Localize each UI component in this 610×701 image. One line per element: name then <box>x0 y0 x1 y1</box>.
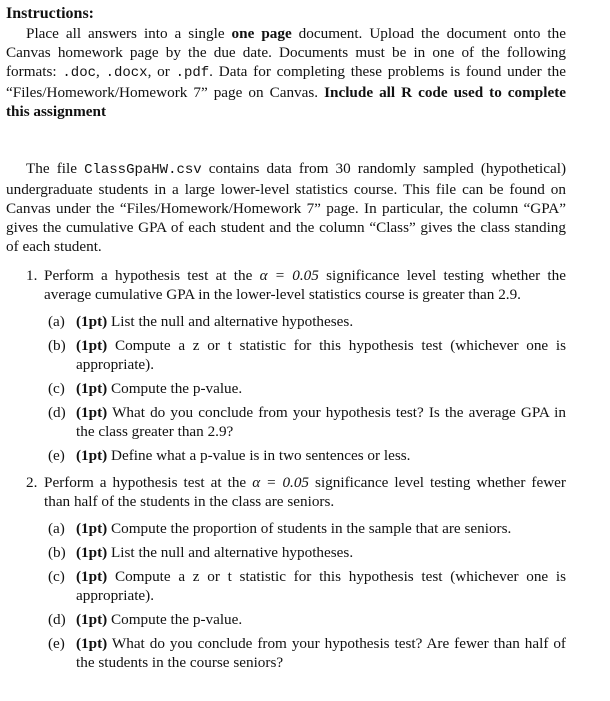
question-text-b: significance level testing whether the average cumulative GPA in the lower-level statistics course is greater than 2.9. <box>44 267 566 303</box>
question-list <box>6 266 566 672</box>
assignment-page <box>6 4 566 680</box>
part-item <box>44 519 566 538</box>
part-points: (1pt) <box>76 635 108 652</box>
instructions-text-2: document. Upload the document onto the Canvas homework page by the due date. Documents must be in one of the following formats: <box>6 25 566 80</box>
part-item <box>44 634 566 672</box>
part-label: (d) <box>48 611 66 628</box>
part-label: (e) <box>48 447 65 464</box>
part-points: (1pt) <box>76 337 108 354</box>
part-text: List the null and alternative hypotheses. <box>111 544 354 561</box>
part-item <box>44 379 566 398</box>
question-2 <box>6 473 566 672</box>
data-file-name: ClassGpaHW.csv <box>84 162 202 178</box>
part-text: What do you conclude from your hypothesis test? Are fewer than half of the students in the course seniors? <box>76 635 566 671</box>
one-page-emphasis: one page <box>231 25 292 42</box>
part-label: (d) <box>48 404 66 421</box>
part-points: (1pt) <box>76 611 108 628</box>
part-points: (1pt) <box>76 520 108 537</box>
part-item <box>44 543 566 562</box>
part-points: (1pt) <box>76 404 108 421</box>
instructions-text-3: . Data for completing these problems is found under the “Files/Homework/Homework 7” page on Canvas. <box>6 63 566 101</box>
instructions-text-1: Place all answers into a single <box>26 25 232 42</box>
format-doc: .doc <box>62 65 96 81</box>
part-points: (1pt) <box>76 568 108 585</box>
question-2-parts <box>44 519 566 672</box>
part-text: Define what a p-value is in two sentences or less. <box>111 447 411 464</box>
part-points: (1pt) <box>76 544 108 561</box>
part-item <box>44 610 566 629</box>
question-text-b: significance level testing whether fewer than half of the students in the class are seniors. <box>44 474 566 510</box>
part-text: What do you conclude from your hypothesis test? Is the average GPA in the class greater than 2.9? <box>76 404 566 440</box>
part-text: Compute the p-value. <box>111 611 243 628</box>
part-item <box>44 567 566 605</box>
question-1-parts <box>44 312 566 465</box>
section-spacer <box>6 121 566 159</box>
part-label: (b) <box>48 337 66 354</box>
instructions-paragraph <box>6 24 566 121</box>
question-text-a: Perform a hypothesis test at the <box>44 474 253 491</box>
part-label: (b) <box>48 544 66 561</box>
part-text: Compute a z or t statistic for this hypothesis test (whichever one is appropriate). <box>76 337 567 373</box>
format-pdf: .pdf <box>175 65 210 81</box>
format-separator-2: , or <box>147 63 176 80</box>
question-text-a: Perform a hypothesis test at the <box>44 267 260 284</box>
alpha-level: α = 0.05 <box>259 267 319 284</box>
part-label: (e) <box>48 635 65 652</box>
question-text <box>44 266 566 304</box>
part-label: (c) <box>48 380 65 397</box>
question-number: 1. <box>26 267 38 284</box>
part-item <box>44 336 566 374</box>
part-label: (a) <box>48 520 65 537</box>
question-1 <box>6 266 566 465</box>
intro-text-2: contains data from 30 randomly sampled (hypothetical) undergraduate students in a large lower-level statistics course. This file can be found on Canvas under the “Files/Homework/Homework 7” page. In particular, the column “GPA” gives the cumulative GPA of each student and the column “Class” gives the class standing of each student. <box>6 160 567 255</box>
part-points: (1pt) <box>76 447 108 464</box>
format-separator-1: , <box>96 63 106 80</box>
part-points: (1pt) <box>76 313 108 330</box>
part-text: Compute the p-value. <box>111 380 243 397</box>
part-label: (a) <box>48 313 65 330</box>
part-text: List the null and alternative hypotheses. <box>111 313 354 330</box>
part-points: (1pt) <box>76 380 108 397</box>
part-text: Compute the proportion of students in the sample that are seniors. <box>111 520 512 537</box>
include-r-code-emphasis: Include all R code used to complete this assignment <box>6 84 566 120</box>
question-text <box>44 473 566 511</box>
part-item <box>44 446 566 465</box>
intro-paragraph <box>6 159 566 256</box>
question-number: 2. <box>26 474 38 491</box>
part-item <box>44 403 566 441</box>
alpha-level: α = 0.05 <box>252 474 310 491</box>
part-text: Compute a z or t statistic for this hypothesis test (whichever one is appropriate). <box>76 568 567 604</box>
part-item <box>44 312 566 331</box>
instructions-heading: Instructions: <box>6 5 95 22</box>
format-docx: .docx <box>105 65 148 81</box>
part-label: (c) <box>48 568 65 585</box>
intro-text-1: The file <box>26 160 85 177</box>
